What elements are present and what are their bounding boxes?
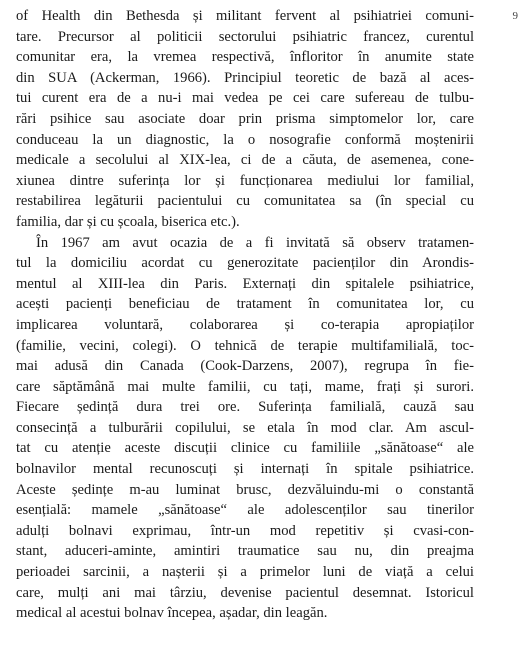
text-line: mentul al XIII-lea din Paris. Externați din spitalele psihiatrice, xyxy=(16,275,474,292)
paragraph xyxy=(16,6,474,233)
text-line: tare. Precursor al politicii sectorului psihiatric francez, curentul xyxy=(16,28,474,45)
text-line: consecință a tulburării copilului, se etala în mod clar. Am ascul- xyxy=(16,419,474,436)
text-line: În 1967 am avut ocazia de a fi invitată să observ tratamen- xyxy=(36,234,474,251)
text-line: tui curent era de a nu-i mai vedea pe cei care sufereau de tulbu- xyxy=(16,90,474,107)
text-line: Aceste ședințe m-au luminat brusc, dezvăluindu-mi o constantă xyxy=(16,481,474,498)
text-line: (familie, vecini, colegi). O tehnică de terapie multifamilială, toc- xyxy=(16,337,474,354)
text-line: conduceau la un diagnostic, la o nosografie conformă moștenirii xyxy=(16,131,474,148)
text-line: comunitar era, la vremea respectivă, înfloritor în anumite state xyxy=(16,49,474,66)
text-line: Fiecare ședință dura trei ore. Suferința familială, cauză sau xyxy=(16,399,474,416)
body-text xyxy=(16,6,474,624)
text-line: stant, aduceri-aminte, amintiri traumatice sau nu, din preajma xyxy=(16,543,474,560)
text-line: care săptămână mai multe familii, cu tați, mame, frați și surori. xyxy=(16,378,474,395)
text-line: perioadei sarcinii, a nașterii și a primelor luni de viață a celui xyxy=(16,564,474,581)
text-line: esențială: mamele „sănătoase“ ale adolescenților sau tinerilor xyxy=(16,502,474,519)
text-line: rări psihice sau asociate doar prin prisma simptomelor lor, care xyxy=(16,110,474,127)
text-line: medicale a secolului al XIX-lea, ci de a căuta, de asemenea, cone- xyxy=(16,152,474,169)
text-line: care, mulți ani mai târziu, devenise pacientul desemnat. Istoricul xyxy=(16,584,474,601)
text-line: mai adusă din Canada (Cook-Darzens, 2007), regrupa în fie- xyxy=(16,358,474,375)
text-line: acești pacienți beneficiau de tratament în comunitatea lor, cu xyxy=(16,296,474,313)
text-line: tul la domiciliu acordat cu generozitate pacienților din Arondis- xyxy=(16,255,474,272)
text-line: xiunea dintre suferința lor și funcționarea mediului lor familial, xyxy=(16,172,474,189)
text-line: din SUA (Ackerman, 1966). Principiul teoretic de bază al aces- xyxy=(16,69,474,86)
page-number: 9 xyxy=(512,10,518,22)
text-line: adulți bolnavi exprimau, într-un mod repetitiv și cvasi-con- xyxy=(16,522,474,539)
text-line: tat cu atenție aceste discuții clinice cu familiile „sănătoase“ ale xyxy=(16,440,474,457)
paragraph xyxy=(16,233,474,624)
text-line: medical al acestui bolnav începea, așadar, din leagăn. xyxy=(16,605,328,622)
text-line: implicarea voluntară, colaborarea și co-terapia apropiaților xyxy=(16,316,474,333)
text-line: familia, dar și cu școala, biserica etc.). xyxy=(16,213,240,230)
text-line: bolnavilor mental recunoscuți și internați în spitale psihiatrice. xyxy=(16,461,474,478)
text-line: of Health din Bethesda și militant fervent al psihiatriei comuni- xyxy=(16,8,474,24)
text-line: restabilirea legăturii pacientului cu comunitatea sa (în special cu xyxy=(16,193,474,210)
